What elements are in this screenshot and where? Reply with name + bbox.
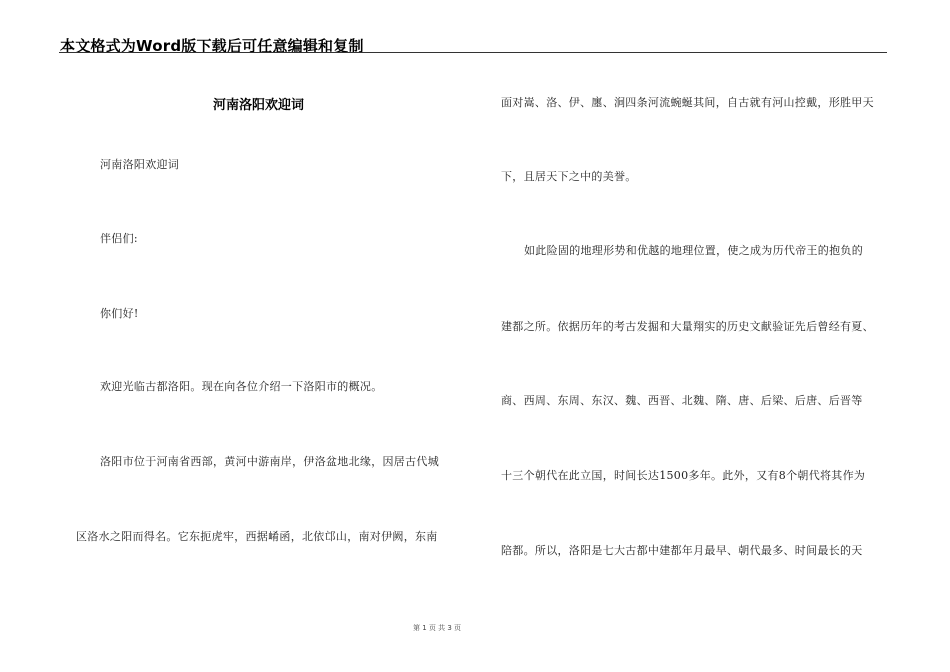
paragraph-line: 建都之所。依据历年的考古发掘和大量翔实的历史文献验证先后曾经有夏、 <box>501 320 874 333</box>
paragraph-line: 下，且居天下之中的美誉。 <box>501 170 637 183</box>
paragraph-line: 十三个朝代在此立国，时间长达1500多年。此外，又有8个朝代将其作为 <box>501 469 866 482</box>
paragraph-line: 如此险固的地理形势和优越的地理位置，使之成为历代帝王的抱负的 <box>524 244 863 257</box>
paragraph-line: 面对嵩、洛、伊、廛、涧四条河流蜿蜒其间，自古就有河山控戴，形胜甲天 <box>501 96 874 109</box>
page-number-footer: 第 1 页 共 3 页 <box>413 624 462 632</box>
paragraph-line: 你们好! <box>100 307 139 320</box>
paragraph-line: 河南洛阳欢迎词 <box>100 158 180 171</box>
paragraph-line: 区洛水之阳而得名。它东扼虎牢，西据崤函，北依邙山，南对伊阙，东南 <box>76 530 438 543</box>
paragraph-line: 洛阳市位于河南省西部，黄河中游南岸，伊洛盆地北缘，因居古代城 <box>100 455 439 468</box>
page-header-title: 本文格式为Word版下载后可任意编辑和复制 <box>60 37 364 55</box>
document-title: 河南洛阳欢迎词 <box>213 98 305 113</box>
paragraph-line: 商、西周、东周、东汉、魏、西晋、北魏、隋、唐、后梁、后唐、后晋等 <box>501 394 863 407</box>
paragraph-line: 欢迎光临古都洛阳。现在向各位介绍一下洛阳市的概况。 <box>100 380 383 393</box>
paragraph-line: 伴侣们: <box>100 232 138 245</box>
paragraph-line: 陪都。所以，洛阳是七大古都中建都年月最早、朝代最多、时间最长的天 <box>501 544 863 557</box>
header-divider <box>59 52 887 53</box>
